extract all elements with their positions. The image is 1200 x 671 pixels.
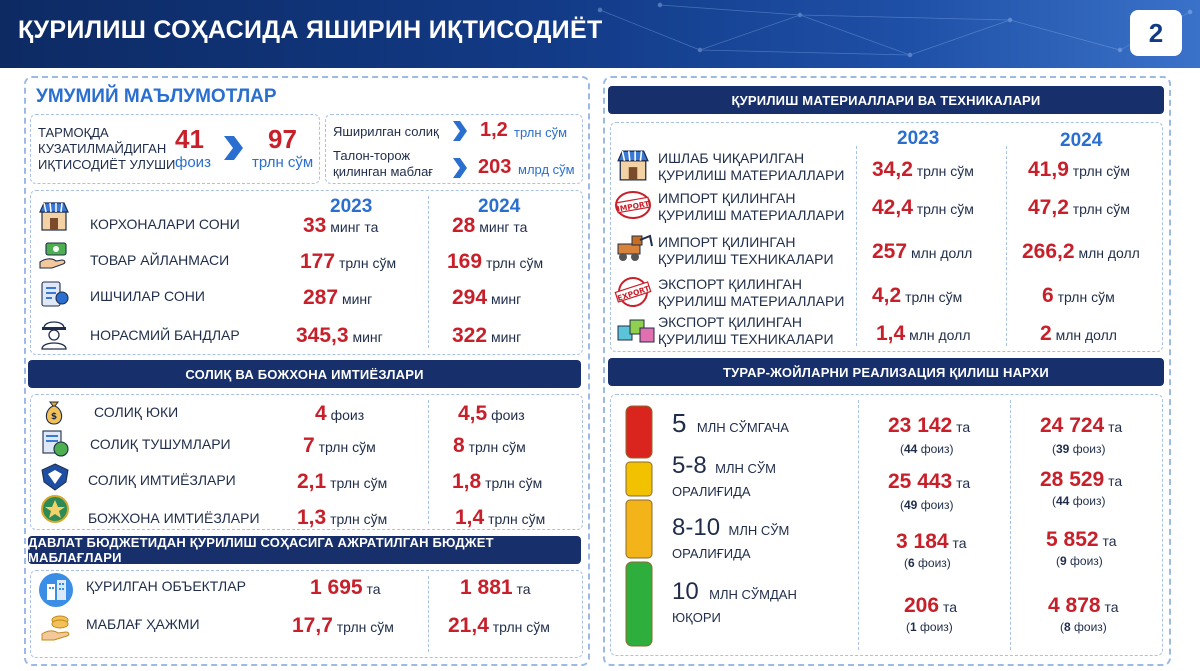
- year-2024-label: 2024: [1060, 130, 1103, 151]
- row-value-2023: 177 трлн сўм: [300, 250, 397, 273]
- row-value-2024: 169 трлн сўм: [447, 250, 544, 273]
- housing-value-2023: 25 443 та: [888, 470, 971, 493]
- row-value-2024: 1 881 та: [460, 576, 531, 599]
- materials-section-title: ҚУРИЛИШ МАТЕРИАЛЛАРИ ВА ТЕХНИКАЛАРИ: [608, 86, 1164, 114]
- header-banner: [0, 0, 1200, 68]
- row-value-2023: 257 млн долл: [872, 240, 973, 263]
- svg-text:IMPORT: IMPORT: [616, 199, 651, 214]
- column-separator: [428, 196, 429, 348]
- column-separator: [858, 400, 859, 650]
- svg-text:EXPORT: EXPORT: [616, 283, 651, 303]
- network-pattern-icon: [580, 0, 1200, 68]
- housing-section-title: ТУРАР-ЖОЙЛАРНИ РЕАЛИЗАЦИЯ ҚИЛИШ НАРХИ: [608, 358, 1164, 386]
- housing-pct-2024: (9 фоиз): [1056, 554, 1103, 568]
- share-amount-unit: трлн сўм: [252, 154, 314, 171]
- housing-value-2024: 4 878 та: [1048, 594, 1119, 617]
- housing-value-2023: 3 184 та: [896, 530, 967, 553]
- row-value-2024: 41,9 трлн сўм: [1028, 158, 1130, 181]
- price-range-label: 5-8 МЛН СЎМ: [672, 452, 776, 479]
- row-value-2024: 28 минг та: [452, 214, 528, 237]
- scale-segment-yellow: [626, 462, 652, 496]
- row-value-2024: 6 трлн сўм: [1042, 284, 1115, 307]
- row-value-2023: 4 фоиз: [315, 402, 365, 425]
- builder-icon: [38, 316, 70, 350]
- price-range-sub: ОРАЛИҒИДА: [672, 484, 751, 499]
- workers-icon: [38, 278, 70, 310]
- import-stamp-icon: [614, 190, 652, 220]
- row-value-2023: 42,4 трлн сўм: [872, 196, 974, 219]
- row-value-2023: 345,3 минг: [296, 324, 383, 347]
- row-label: СОЛИҚ ЮКИ: [94, 404, 179, 420]
- price-range-sub: ОРАЛИҒИДА: [672, 546, 751, 561]
- hidden-tax-unit: трлн сўм: [514, 125, 568, 140]
- factory-shop-icon: [616, 148, 650, 182]
- column-separator: [428, 400, 429, 524]
- column-separator: [856, 146, 857, 346]
- row-label: СОЛИҚ ТУШУМЛАРИ: [90, 436, 231, 452]
- scale-segment-red: [626, 406, 652, 458]
- row-value-2023: 1 695 та: [310, 576, 381, 599]
- coupon-value: 203: [478, 156, 512, 178]
- row-value-2024: 2 млн долл: [1040, 322, 1117, 345]
- buildings-icon: [38, 572, 74, 608]
- tax-document-icon: [40, 428, 70, 458]
- row-label: ИШЧИЛАР СОНИ: [90, 288, 205, 304]
- row-value-2023: 287 минг: [303, 286, 373, 309]
- page-number-badge: 2: [1130, 10, 1182, 56]
- hidden-tax-label: Яширилган солиқ: [333, 124, 439, 139]
- housing-pct-2023: (1 фоиз): [906, 620, 953, 634]
- row-value-2024: 4,5 фоиз: [458, 402, 525, 425]
- row-value-2024: 266,2 млн долл: [1022, 240, 1140, 263]
- housing-value-2024: 24 724 та: [1040, 414, 1123, 437]
- scale-segment-green: [626, 562, 652, 646]
- row-label: МАБЛАҒ ҲАЖМИ: [86, 616, 200, 632]
- price-range-sub: ЮҚОРИ: [672, 610, 721, 625]
- hidden-tax-value: 1,2: [480, 119, 508, 141]
- row-value-2023: 1,3 трлн сўм: [297, 506, 388, 529]
- page-title: ҚУРИЛИШ СОҲАСИДА ЯШИРИН ИҚТИСОДИЁТ: [18, 16, 603, 44]
- housing-value-2024: 5 852 та: [1046, 528, 1117, 551]
- share-amount-value: 97: [268, 124, 297, 154]
- row-value-2023: 34,2 трлн сўм: [872, 158, 974, 181]
- row-value-2024: 21,4 трлн сўм: [448, 614, 550, 637]
- customs-emblem-icon: [40, 494, 70, 524]
- coins-hand-icon: [40, 612, 74, 642]
- price-range-label: 8-10 МЛН СЎМ: [672, 514, 790, 541]
- tax-section-title: СОЛИҚ ВА БОЖХОНА ИМТИЁЗЛАРИ: [28, 360, 581, 388]
- row-label: ИШЛАБ ЧИҚАРИЛГАН ҚУРИЛИШ МАТЕРИАЛЛАРИ: [658, 150, 845, 183]
- row-value-2023: 7 трлн сўм: [303, 434, 376, 457]
- budget-section-title: ДАВЛАТ БЮДЖЕТИДАН ҚУРИЛИШ СОҲАСИГА АЖРАТИЛГАН БЮДЖЕТ МАБЛАҒЛАРИ: [28, 536, 581, 564]
- housing-pct-2024: (44 фоиз): [1052, 494, 1106, 508]
- housing-pct-2024: (39 фоиз): [1052, 442, 1106, 456]
- row-label: КОРХОНАЛАРИ СОНИ: [90, 216, 240, 232]
- housing-value-2024: 28 529 та: [1040, 468, 1123, 491]
- export-crates-icon: [616, 314, 656, 346]
- row-label: ИМПОРТ ҚИЛИНГАН ҚУРИЛИШ МАТЕРИАЛЛАРИ: [658, 190, 845, 223]
- row-label: ИМПОРТ ҚИЛИНГАН ҚУРИЛИШ ТЕХНИКАЛАРИ: [658, 234, 834, 267]
- row-label: НОРАСМИЙ БАНДЛАР: [90, 327, 240, 343]
- share-value: 41: [175, 124, 204, 154]
- column-separator: [428, 576, 429, 652]
- column-separator: [1010, 400, 1011, 650]
- share-label: ТАРМОҚДА КУЗАТИЛМАЙДИГАН ИҚТИСОДИЁТ УЛУШИ: [38, 125, 176, 172]
- row-value-2023: 33 минг та: [303, 214, 379, 237]
- cash-hand-icon: [38, 240, 70, 272]
- shop-icon: [38, 200, 70, 232]
- chevron-right-icon: [452, 157, 468, 179]
- year-2023-label: 2023: [330, 196, 373, 217]
- row-value-2023: 4,2 трлн сўм: [872, 284, 963, 307]
- row-value-2024: 322 минг: [452, 324, 522, 347]
- svg-text:$: $: [50, 412, 58, 422]
- row-value-2023: 17,7 трлн сўм: [292, 614, 394, 637]
- scale-segment-amber: [626, 500, 652, 558]
- row-value-2024: 8 трлн сўм: [453, 434, 526, 457]
- price-range-label: 5 МЛН СЎМГАЧА: [672, 408, 789, 438]
- tax-emblem-icon: [40, 462, 70, 492]
- row-value-2024: 1,8 трлн сўм: [452, 470, 543, 493]
- year-2024-label: 2024: [478, 196, 521, 217]
- row-label: ЭКСПОРТ ҚИЛИНГАН ҚУРИЛИШ МАТЕРИАЛЛАРИ: [658, 276, 845, 309]
- row-label: БОЖХОНА ИМТИЁЗЛАРИ: [88, 510, 260, 526]
- chevron-right-icon: [452, 120, 468, 142]
- row-label: ЭКСПОРТ ҚИЛИНГАН ҚУРИЛИШ ТЕХНИКАЛАРИ: [658, 314, 834, 347]
- row-value-2023: 2,1 трлн сўм: [297, 470, 388, 493]
- housing-pct-2023: (6 фоиз): [904, 556, 951, 570]
- coupon-label: Талон-торож қилинган маблағ: [333, 148, 434, 179]
- column-separator: [1006, 146, 1007, 346]
- row-value-2024: 1,4 трлн сўм: [455, 506, 546, 529]
- price-range-label: 10 МЛН СЎМДАН: [672, 578, 797, 605]
- housing-value-2023: 206 та: [904, 594, 957, 617]
- row-value-2024: 47,2 трлн сўм: [1028, 196, 1130, 219]
- export-stamp-icon: [614, 276, 652, 308]
- row-label: СОЛИҚ ИМТИЁЗЛАРИ: [88, 472, 236, 488]
- money-bag-icon: [40, 398, 68, 426]
- share-unit: фоиз: [175, 154, 211, 171]
- year-2023-label: 2023: [897, 128, 940, 149]
- housing-pct-2023: (44 фоиз): [900, 442, 954, 456]
- price-scale-traffic-light: [624, 404, 654, 648]
- chevron-right-icon: [222, 134, 244, 162]
- row-label: ҚУРИЛГАН ОБЪЕКТЛАР: [86, 578, 246, 594]
- row-value-2024: 294 минг: [452, 286, 522, 309]
- row-value-2023: 1,4 млн долл: [876, 322, 971, 345]
- machinery-icon: [614, 232, 654, 262]
- coupon-unit: млрд сўм: [518, 162, 575, 177]
- row-label: ТОВАР АЙЛАНМАСИ: [90, 252, 230, 268]
- housing-pct-2023: (49 фоиз): [900, 498, 954, 512]
- housing-value-2023: 23 142 та: [888, 414, 971, 437]
- housing-pct-2024: (8 фоиз): [1060, 620, 1107, 634]
- general-section-title: УМУМИЙ МАЪЛУМОТЛАР: [36, 86, 277, 107]
